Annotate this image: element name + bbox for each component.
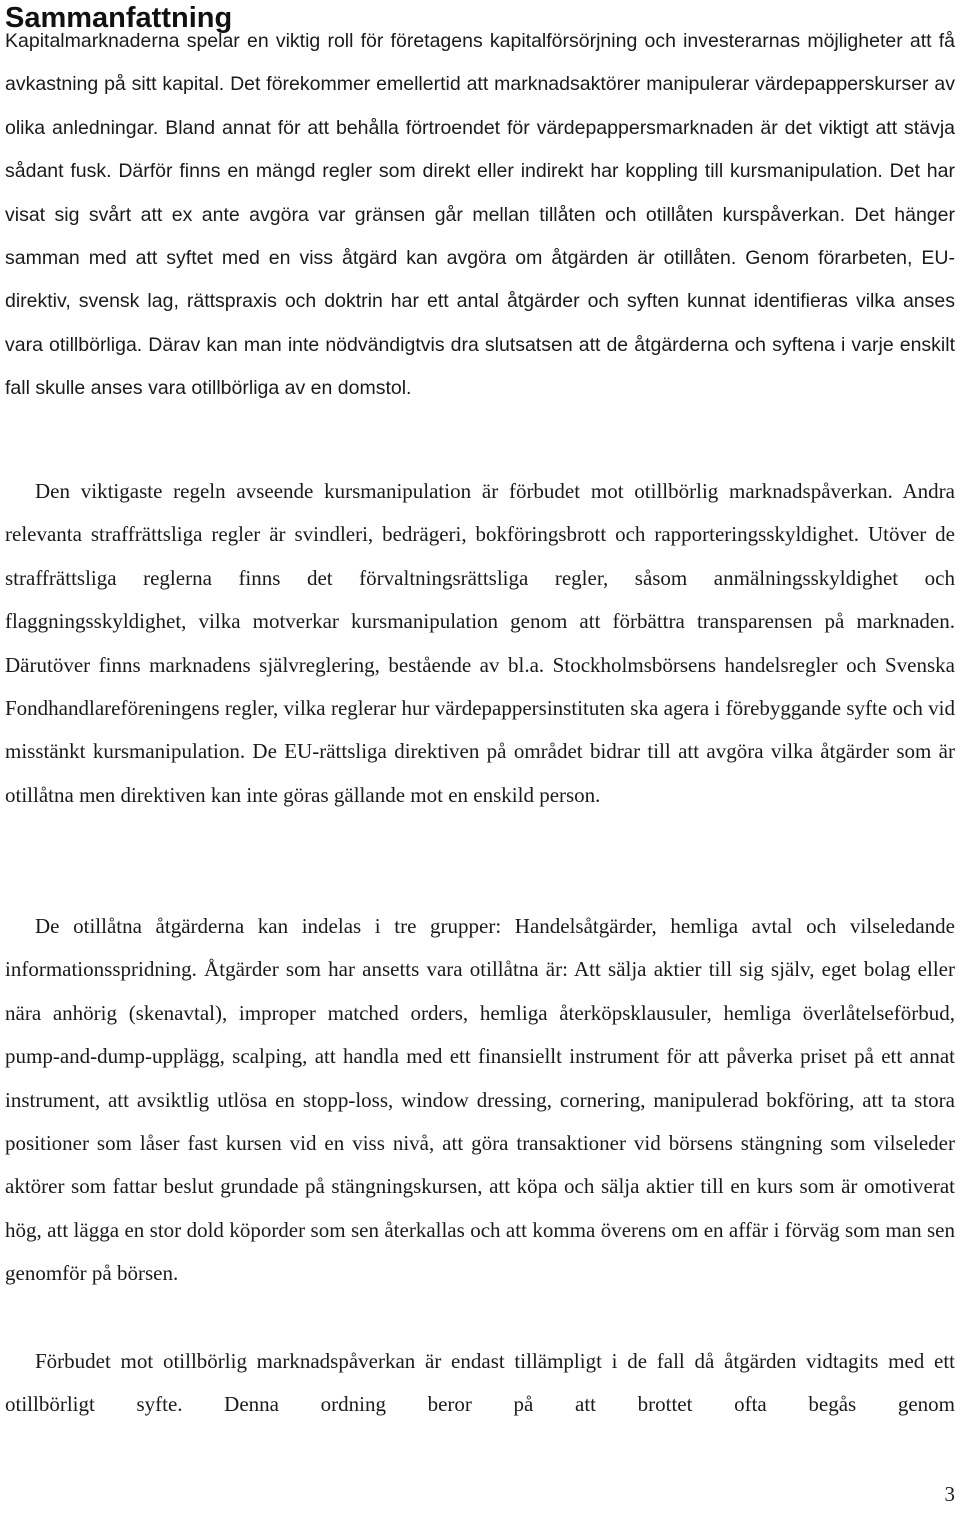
paragraph-prohibited-actions: De otillåtna åtgärderna kan indelas i tre grupper: Handelsåtgärder, hemliga avtal och vilseledande informationsspridning. Åtgärder som har ansetts vara otillåtna är: Att sälja aktier till sig själv, eget bolag eller nära anhörig (skenavtal), improper matched orders, hemliga återköpsklausuler, hemliga överlåtelseförbud, pump-and-dump-upplägg, scalping, att handla med ett finansiellt instrument för att påverka priset på ett annat instrument, att avsiktlig utlösa en stopp-loss, window dressing, cornering, manipulerad bokföring, att ta stora positioner som låser fast kursen vid en viss nivå, att göra transaktioner vid börsens stängning som vilseleder aktörer som fattar beslut grundade på stängningskursen, att köpa och sälja aktier till en kurs som är omotiverat hög, att lägga en stor dold köporder som sen återkallas och att komma överens om en affär i förväg som man sen genomför på börsen. — [5, 914, 955, 1286]
page-title: Sammanfattning — [5, 2, 233, 34]
page-number: 3 — [944, 1482, 955, 1506]
paragraph-rules: Den viktigaste regeln avseende kursmanipulation är förbudet mot otillbörlig marknadspåverkan. Andra relevanta straffrättsliga regler är svindleri, bedrägeri, bokföringsbrott och rapporteringsskyldighet. Utöver de straffrättsliga reglerna finns det förvaltningsrättsliga regler, såsom anmälningsskyldighet och flaggningsskyldighet, vilka motverkar kursmanipulation genom att förbättra transparensen på marknaden. Därutöver finns marknadens självreglering, bestående av bl.a. Stockholmsbörsens handelsregler och Svenska Fondhandlareföreningens regler, vilka reglerar hur värdepappersinstituten ska agera i förebyggande syfte och vid misstänkt kursmanipulation. De EU-rättsliga direktiven på området bidrar till att avgöra vilka åtgärder som är otillåtna men direktiven kan inte göras gällande mot en enskild person. — [5, 479, 955, 807]
paragraph-summary-intro: Kapitalmarknaderna spelar en viktig roll för företagens kapitalförsörjning och investerarnas möjligheter att få avkastning på sitt kapital. Det förekommer emellertid att marknadsaktörer manipulerar värdepapperskurser av olika anledningar. Bland annat för att behålla förtroendet för värdepappersmarknaden är det viktigt att stävja sådant fusk. Därför finns en mängd regler som direkt eller indirekt har koppling till kursmanipulation. Det har visat sig svårt att ex ante avgöra var gränsen går mellan tillåten och otillåten kurspåverkan. Det hänger samman med att syftet med en viss åtgärd kan avgöra om åtgärden är otillåten. Genom förarbeten, EU-direktiv, svensk lag, rättspraxis och doktrin har ett antal åtgärder och syften kunnat identifieras vilka anses vara otillbörliga. Därav kan man inte nödvändigtvis dra slutsatsen att de åtgärderna och syftena i varje enskilt fall skulle anses vara otillbörliga av en domstol. — [5, 30, 955, 400]
paragraph-prohibition-scope: Förbudet mot otillbörlig marknadspåverkan är endast tillämpligt i de fall då åtgärden vidtagits med ett otillbörligt syfte. Denna ordning beror på att brottet ofta begås genom — [5, 1349, 955, 1417]
